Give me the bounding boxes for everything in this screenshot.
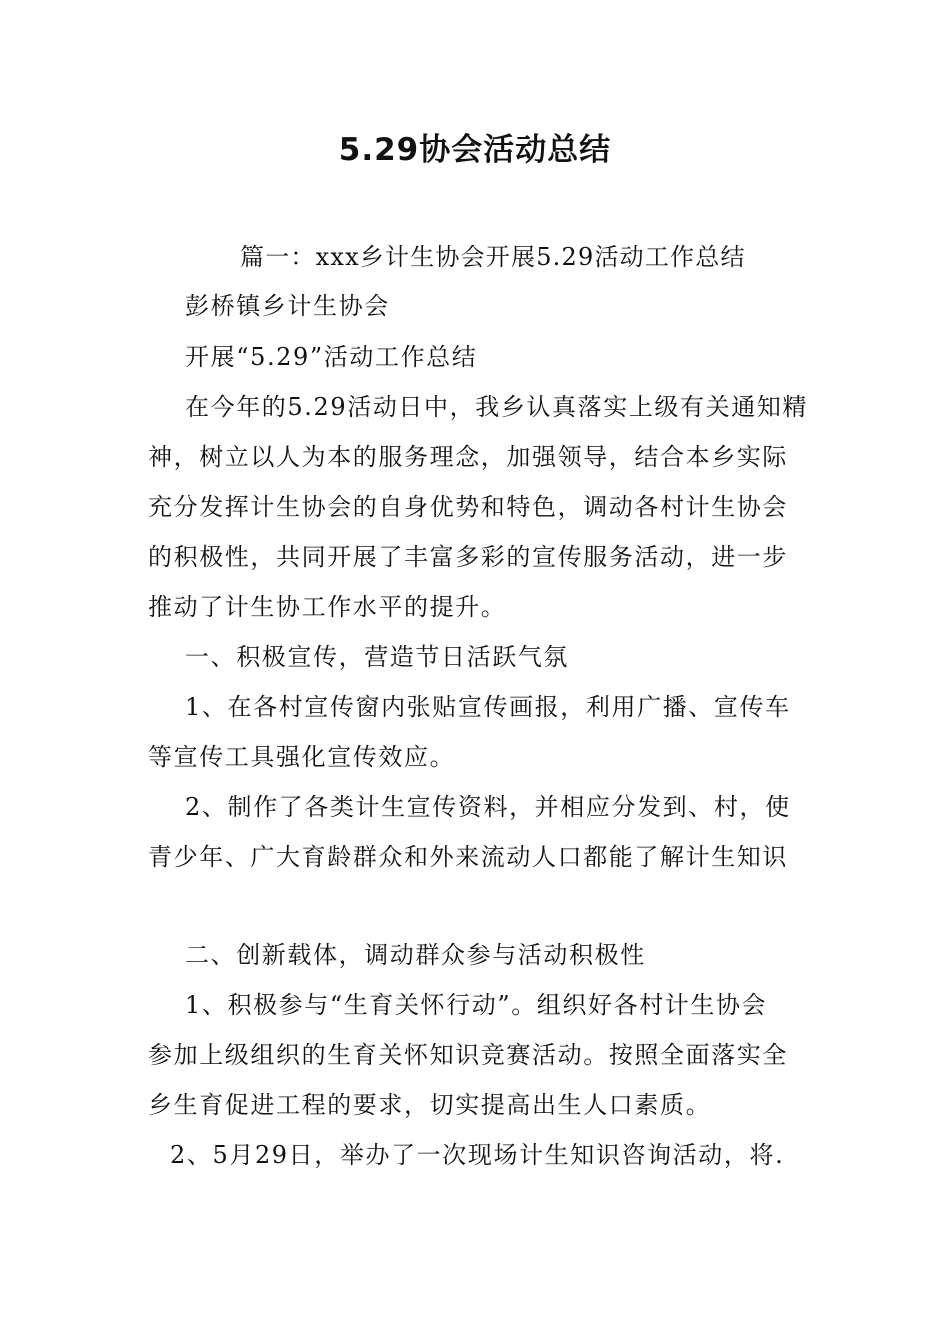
document-title: 5.29协会活动总结 bbox=[338, 132, 612, 168]
intro-paragraph-line: 神，树立以人为本的服务理念，加强领导，结合本乡实际 bbox=[148, 443, 788, 471]
section-2-item-1-line: 参加上级组织的生育关怀知识竞赛活动。按照全面落实全 bbox=[148, 1041, 788, 1069]
intro-paragraph-line: 的积极性，共同开展了丰富多彩的宣传服务活动，进一步 bbox=[148, 543, 788, 571]
section-1-item-1-line: 1、在各村宣传窗内张贴宣传画报，利用广播、宣传车 bbox=[185, 693, 791, 721]
section-1-heading: 一、积极宣传，营造节日活跃气氛 bbox=[185, 643, 569, 671]
section-1-item-2-line: 青少年、广大育龄群众和外来流动人口都能了解计生知识 bbox=[148, 843, 788, 871]
section-1-item-2-line: 2、制作了各类计生宣传资料，并相应分发到、村，使 bbox=[185, 793, 791, 821]
intro-paragraph-line: 推动了计生协工作水平的提升。 bbox=[148, 593, 507, 621]
organization-name: 彭桥镇乡计生协会 bbox=[185, 292, 390, 320]
section-2-item-1-line: 1、积极参与“生育关怀行动”。组织好各村计生协会 bbox=[185, 991, 768, 1019]
report-heading: 开展“5.29”活动工作总结 bbox=[185, 343, 478, 371]
section-2-item-1-line: 乡生育促进工程的要求，切实提高出生人口素质。 bbox=[148, 1091, 712, 1119]
intro-paragraph-line: 在今年的5.29活动日中，我乡认真落实上级有关通知精 bbox=[185, 393, 809, 421]
section-1-item-1-line: 等宣传工具强化宣传效应。 bbox=[148, 743, 456, 771]
section-2-heading: 二、创新载体，调动群众参与活动积极性 bbox=[185, 941, 646, 969]
document-subtitle: 篇一：xxx乡计生协会开展5.29活动工作总结 bbox=[240, 243, 746, 271]
section-2-item-2-line: 2、5月29日，举办了一次现场计生知识咨询活动，将. bbox=[170, 1141, 785, 1169]
intro-paragraph-line: 充分发挥计生协会的自身优势和特色，调动各村计生协会 bbox=[148, 493, 788, 521]
